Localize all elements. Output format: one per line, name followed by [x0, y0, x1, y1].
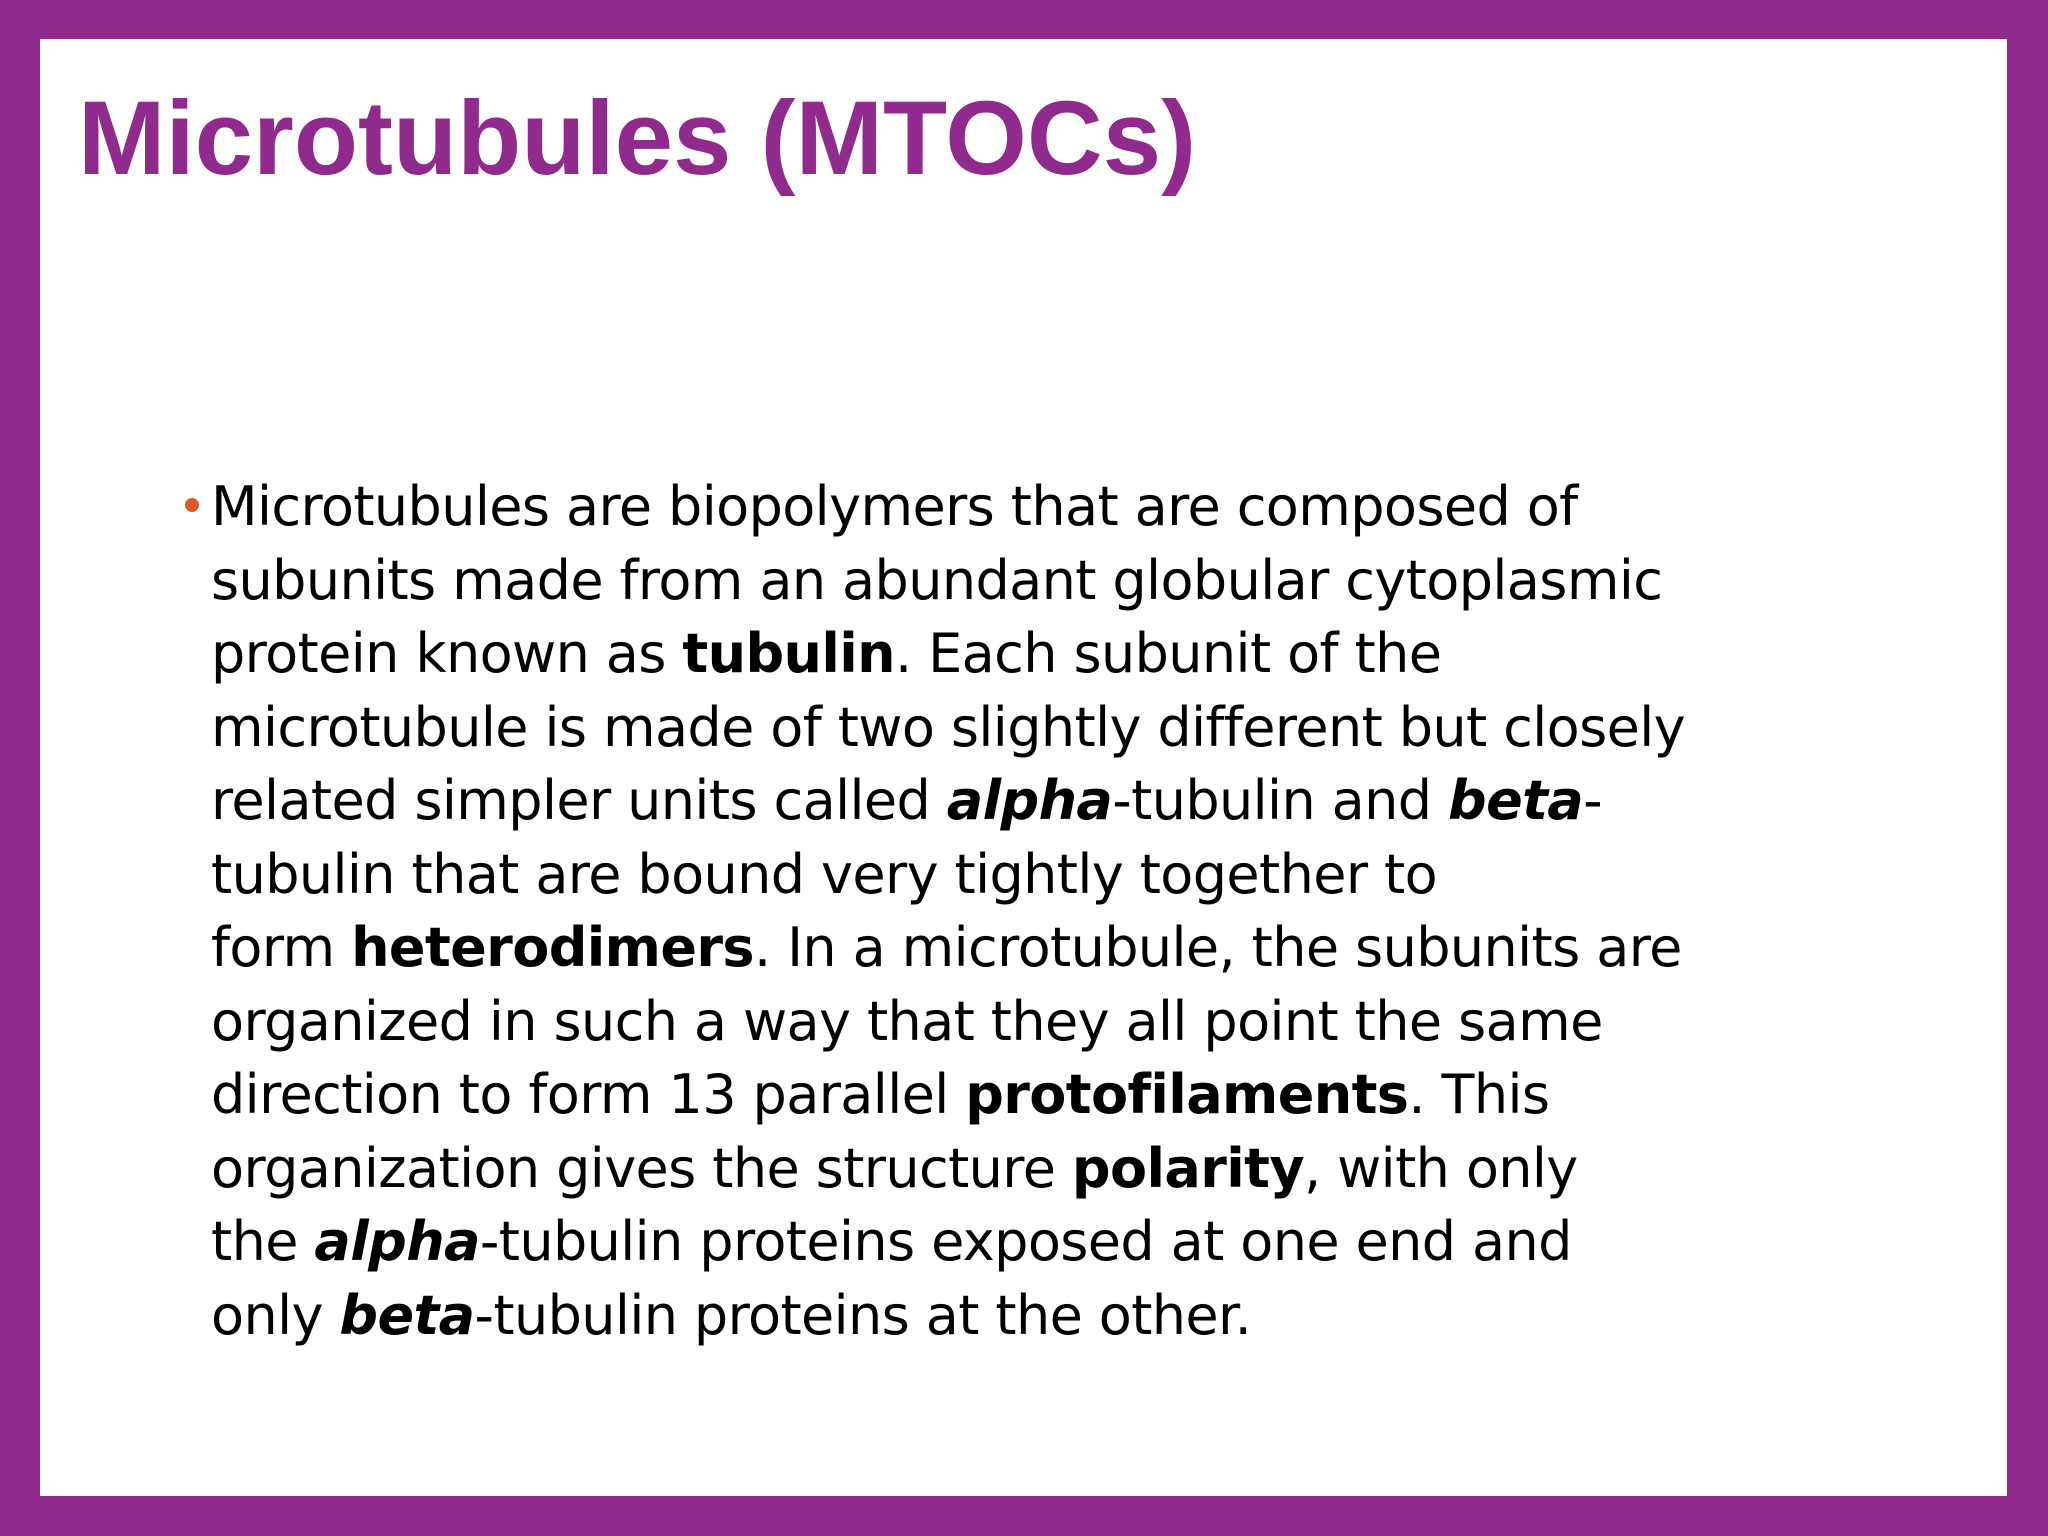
- text-run: direction to form 13 parallel: [211, 1063, 966, 1126]
- text-run: -tubulin proteins exposed at one end and: [479, 1210, 1572, 1273]
- text-run: form: [211, 916, 352, 979]
- text-run: . This: [1408, 1063, 1550, 1126]
- text-run: subunits made from an abundant globular cytoplasmic: [211, 548, 1663, 612]
- text-run: organized in such a way that they all point the same: [211, 989, 1603, 1053]
- text-run: the: [211, 1210, 315, 1273]
- emphasized-term: protofilaments: [965, 1063, 1409, 1126]
- emphasized-term: alpha: [314, 1210, 480, 1273]
- text-run: . In a microtubule, the subunits are: [753, 916, 1682, 979]
- text-run: . Each subunit of the: [895, 622, 1442, 685]
- text-run: organization gives the structure: [211, 1136, 1072, 1200]
- paragraph-line: [211, 691, 1811, 765]
- text-run: -: [1583, 769, 1603, 832]
- text-run: related simpler units called: [211, 769, 947, 832]
- paragraph-line: [211, 911, 1811, 985]
- text-run: , with only: [1303, 1136, 1578, 1200]
- emphasized-term: heterodimers: [351, 916, 754, 979]
- text-run: only: [211, 1283, 340, 1347]
- paragraph-line: [211, 617, 1811, 691]
- paragraph-line: [211, 764, 1811, 838]
- text-run: tubulin that are bound very tightly together to: [211, 842, 1438, 906]
- paragraph-line: [211, 838, 1811, 912]
- paragraph-line: [211, 1058, 1811, 1132]
- paragraph-line: [211, 985, 1811, 1059]
- bullet-dot-icon: [185, 498, 199, 512]
- slide-title: Microtubules (MTOCs): [78, 80, 1197, 197]
- text-run: protein known as: [211, 622, 683, 685]
- paragraph-line: [211, 1132, 1811, 1206]
- text-run: microtubule is made of two slightly different but closely: [211, 695, 1686, 759]
- paragraph-line: [211, 1205, 1811, 1279]
- emphasized-term: alpha: [946, 769, 1113, 832]
- text-run: -tubulin and: [1112, 769, 1449, 832]
- emphasized-term: tubulin: [682, 622, 896, 685]
- paragraph-line: [211, 1279, 1811, 1353]
- emphasized-term: polarity: [1071, 1136, 1304, 1200]
- emphasized-term: beta: [1448, 769, 1584, 832]
- text-run: Microtubules are biopolymers that are composed of: [211, 475, 1578, 538]
- text-run: -tubulin proteins at the other.: [474, 1283, 1252, 1347]
- emphasized-term: beta: [339, 1283, 475, 1347]
- paragraph-line: [211, 470, 1811, 544]
- bullet-paragraph: [211, 470, 1811, 1352]
- paragraph-line: [211, 544, 1811, 618]
